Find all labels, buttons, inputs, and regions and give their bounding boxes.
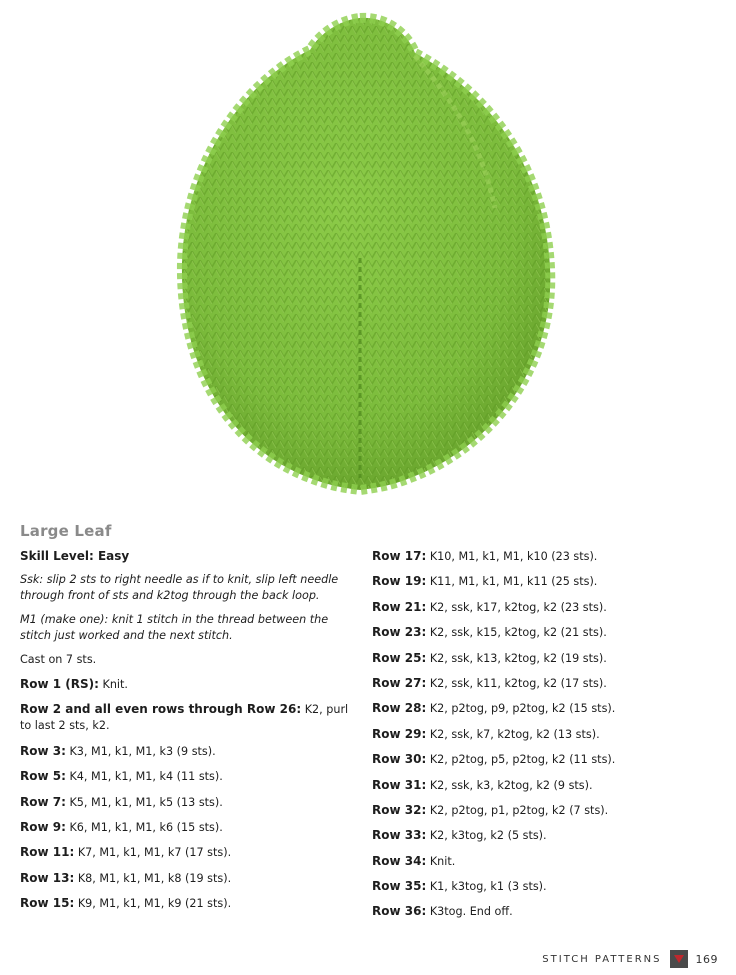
row-text: K3tog. End off. bbox=[429, 905, 513, 919]
row-label: Row 3: bbox=[20, 743, 66, 758]
row-label: Row 17: bbox=[372, 549, 427, 563]
pattern-row bbox=[20, 701, 350, 734]
row-text: Knit. bbox=[429, 854, 456, 868]
pattern-title: Large Leaf bbox=[20, 522, 112, 540]
m1-definition bbox=[20, 612, 350, 644]
row-text: Knit. bbox=[102, 678, 128, 691]
pattern-row bbox=[20, 676, 350, 693]
pattern-row bbox=[372, 853, 712, 870]
row-label: Row 23: bbox=[372, 625, 427, 640]
row-text: K2, ssk, k11, k2tog, k2 (17 sts). bbox=[429, 676, 607, 690]
instructions-left-column bbox=[20, 548, 350, 921]
row-label: Row 5: bbox=[20, 769, 66, 784]
row-text: K2, ssk, k3, k2tog, k2 (9 sts). bbox=[429, 778, 593, 792]
m1-label: M1 (make one): bbox=[20, 613, 109, 626]
pattern-row bbox=[20, 743, 350, 760]
pattern-row bbox=[372, 751, 712, 768]
row-text: K11, M1, k1, M1, k11 (25 sts). bbox=[429, 575, 598, 589]
row-label: Row 29: bbox=[372, 726, 427, 741]
pattern-row bbox=[372, 624, 712, 641]
row-label: Row 13: bbox=[20, 870, 75, 885]
row-text: K2, p2tog, p5, p2tog, k2 (11 sts). bbox=[429, 753, 616, 767]
row-label: Row 27: bbox=[372, 675, 427, 690]
row-text: K5, M1, k1, M1, k5 (13 sts). bbox=[69, 795, 223, 809]
pattern-row bbox=[20, 895, 350, 912]
row-text: K2, p2tog, p1, p2tog, k2 (7 sts). bbox=[429, 803, 609, 817]
instructions-right-column bbox=[372, 548, 712, 929]
pattern-row bbox=[372, 599, 712, 616]
row-text: K10, M1, k1, M1, k10 (23 sts). bbox=[429, 550, 598, 563]
row-text: K7, M1, k1, M1, k7 (17 sts). bbox=[77, 846, 232, 860]
knitted-leaf-photo bbox=[160, 8, 560, 498]
pattern-row bbox=[372, 700, 712, 717]
row-label: Row 1 (RS): bbox=[20, 677, 99, 691]
row-label: Row 34: bbox=[372, 853, 427, 868]
row-text: K2, ssk, k7, k2tog, k2 (13 sts). bbox=[429, 727, 600, 741]
row-text: K2, p2tog, p9, p2tog, k2 (15 sts). bbox=[429, 702, 616, 716]
row-label: Row 33: bbox=[372, 828, 427, 843]
pattern-row bbox=[372, 548, 712, 565]
pattern-row bbox=[20, 870, 350, 887]
heart-mark-icon bbox=[670, 950, 688, 968]
cast-on: Cast on 7 sts. bbox=[20, 653, 97, 666]
row-text: K2, k3tog, k2 (5 sts). bbox=[429, 829, 547, 843]
page-number: 169 bbox=[695, 952, 718, 966]
pattern-row bbox=[372, 573, 712, 590]
pattern-row bbox=[372, 726, 712, 743]
row-text: K4, M1, k1, M1, k4 (11 sts). bbox=[69, 770, 223, 784]
row-label: Row 28: bbox=[372, 701, 427, 716]
pattern-row bbox=[20, 768, 350, 785]
row-label: Row 2 and all even rows through Row 26: bbox=[20, 702, 302, 717]
row-label: Row 31: bbox=[372, 777, 427, 792]
row-label: Row 32: bbox=[372, 802, 427, 817]
row-label: Row 21: bbox=[372, 599, 427, 614]
pattern-row bbox=[372, 650, 712, 667]
row-text: K2, purl to last 2 sts, k2. bbox=[20, 703, 349, 733]
skill-level: Skill Level: Easy bbox=[20, 549, 130, 563]
row-label: Row 35: bbox=[372, 879, 427, 894]
row-text: K2, ssk, k17, k2tog, k2 (23 sts). bbox=[429, 600, 607, 614]
row-text: K6, M1, k1, M1, k6 (15 sts). bbox=[69, 820, 223, 834]
row-text: K2, ssk, k15, k2tog, k2 (21 sts). bbox=[429, 626, 607, 640]
pattern-row bbox=[372, 675, 712, 692]
row-text: K9, M1, k1, M1, k9 (21 sts). bbox=[77, 897, 232, 911]
pattern-row bbox=[372, 878, 712, 895]
row-text: K1, k3tog, k1 (3 sts). bbox=[429, 880, 547, 894]
pattern-row bbox=[372, 777, 712, 794]
footer-section: STITCH PATTERNS bbox=[542, 953, 662, 965]
row-text: K8, M1, k1, M1, k8 (19 sts). bbox=[77, 871, 232, 885]
pattern-row bbox=[372, 827, 712, 844]
row-label: Row 7: bbox=[20, 794, 66, 809]
row-text: K2, ssk, k13, k2tog, k2 (19 sts). bbox=[429, 651, 607, 665]
row-label: Row 19: bbox=[372, 574, 427, 589]
pattern-row bbox=[20, 844, 350, 861]
leaf-illustration bbox=[160, 8, 560, 498]
row-label: Row 9: bbox=[20, 819, 66, 834]
pattern-row bbox=[20, 819, 350, 836]
pattern-row bbox=[20, 794, 350, 811]
row-label: Row 11: bbox=[20, 845, 75, 860]
ssk-definition bbox=[20, 572, 350, 604]
row-text: K3, M1, k1, M1, k3 (9 sts). bbox=[69, 744, 216, 758]
pattern-row bbox=[372, 903, 712, 920]
row-label: Row 30: bbox=[372, 752, 427, 767]
row-label: Row 15: bbox=[20, 896, 75, 911]
row-label: Row 25: bbox=[372, 650, 427, 665]
pattern-row bbox=[372, 802, 712, 819]
ssk-text: slip 2 sts to right needle as if to knit, slip left needle through front of sts and k2tog through the back loop. bbox=[20, 573, 339, 602]
row-label: Row 36: bbox=[372, 904, 427, 919]
m1-text: knit 1 stitch in the thread between the stitch just worked and the next stitch. bbox=[20, 613, 329, 642]
page-footer bbox=[542, 950, 718, 968]
ssk-label: Ssk: bbox=[20, 573, 44, 586]
